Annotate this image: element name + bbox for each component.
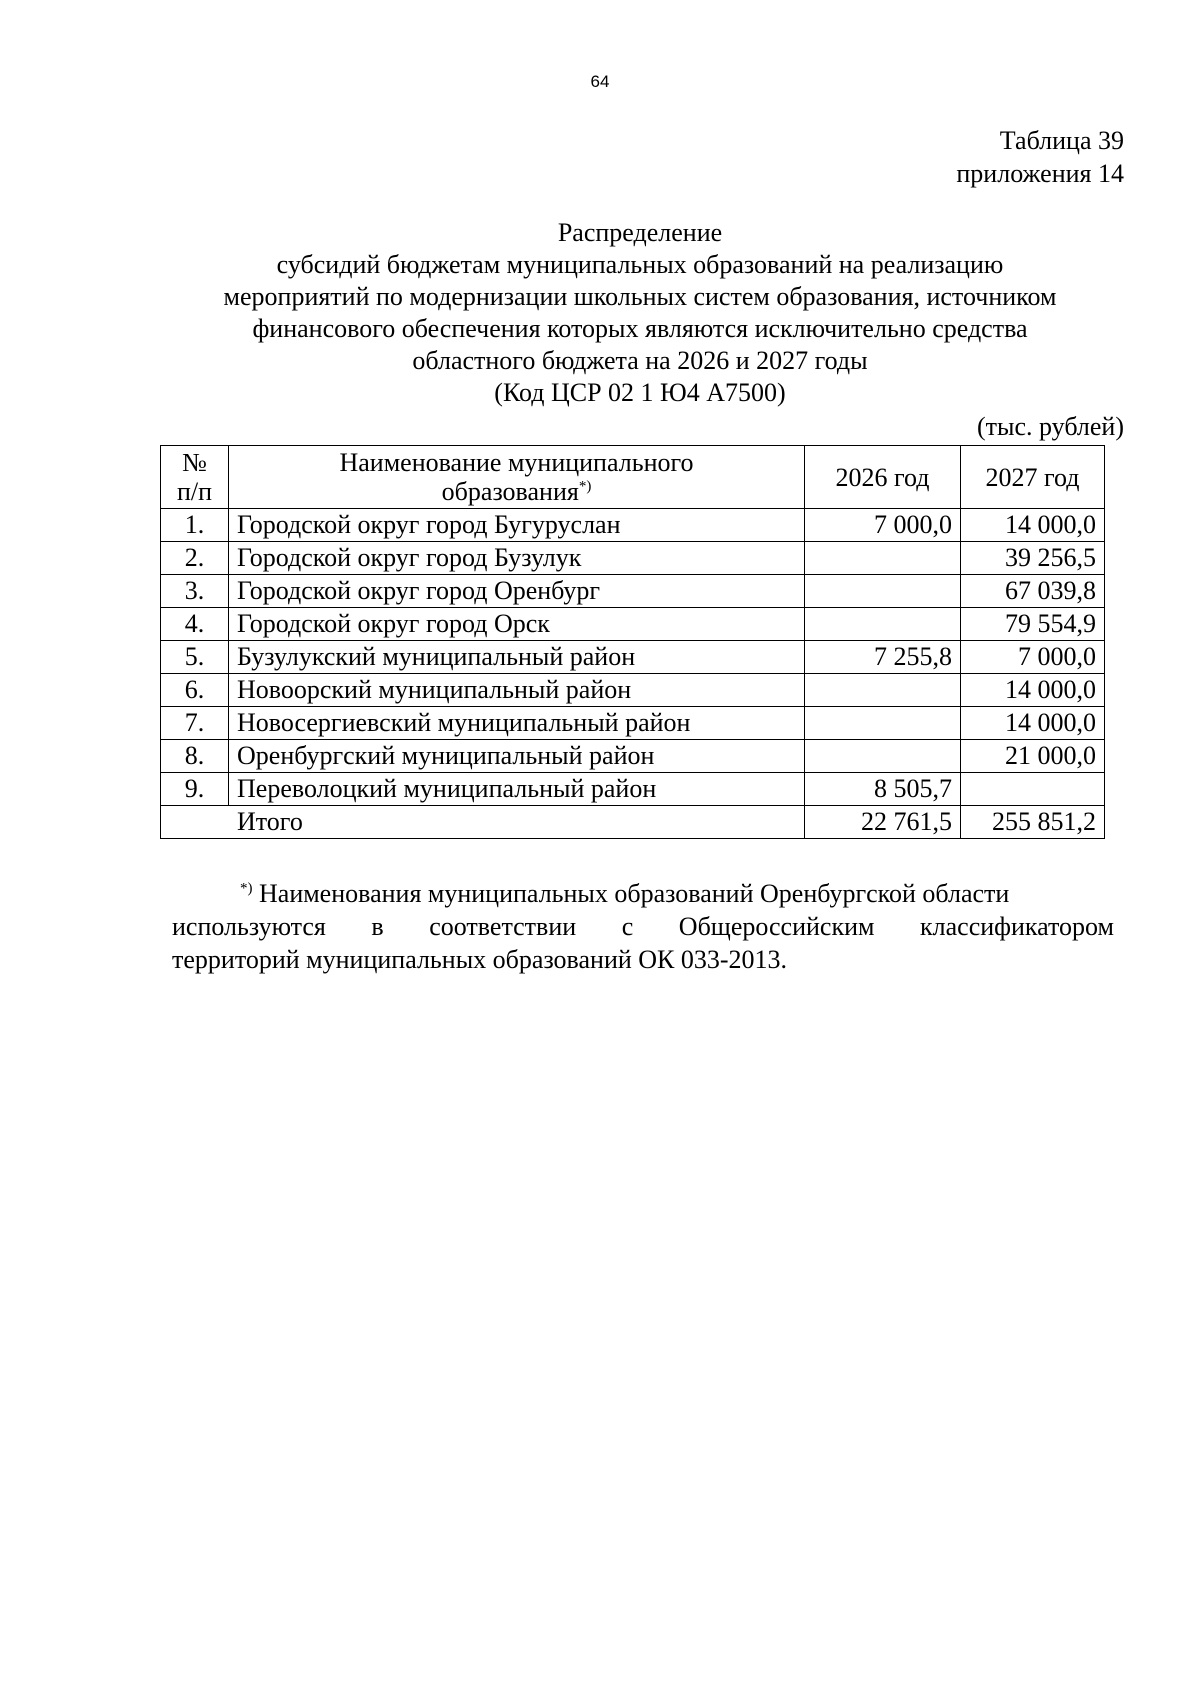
title-line4: финансового обеспечения которых являются исключительно средства	[252, 314, 1028, 343]
row-number: 5.	[161, 641, 229, 674]
row-name: Городской округ город Орск	[229, 608, 805, 641]
table-row	[161, 674, 1105, 707]
header-name-line2-wrap	[237, 477, 796, 506]
table-row	[161, 641, 1105, 674]
page-number: 64	[590, 72, 610, 91]
header-row	[161, 446, 1105, 509]
footnote	[172, 877, 1114, 976]
header-number	[161, 446, 229, 509]
row-value-2027: 7 000,0	[961, 641, 1105, 674]
row-value-2026	[805, 542, 961, 575]
row-name: Переволоцкий муниципальный район	[229, 773, 805, 806]
title-line6: (Код ЦСР 02 1 Ю4 А7500)	[494, 378, 786, 407]
row-value-2027: 21 000,0	[961, 740, 1105, 773]
row-value-2027: 14 000,0	[961, 707, 1105, 740]
row-number: 2.	[161, 542, 229, 575]
row-value-2026	[805, 674, 961, 707]
table-row	[161, 740, 1105, 773]
title-line5: областного бюджета на 2026 и 2027 годы	[412, 346, 868, 375]
header-number-line1: №	[182, 448, 207, 477]
row-value-2027: 67 039,8	[961, 575, 1105, 608]
header-name	[229, 446, 805, 509]
row-number: 3.	[161, 575, 229, 608]
row-name: Бузулукский муниципальный район	[229, 641, 805, 674]
table-body	[161, 509, 1105, 839]
table-reference-line1: Таблица 39	[999, 126, 1124, 155]
row-name: Городской округ город Бузулук	[229, 542, 805, 575]
units-label: (тыс. рублей)	[976, 412, 1124, 441]
row-value-2026	[805, 740, 961, 773]
total-value-2027: 255 851,2	[961, 806, 1105, 839]
footnote-marker: *)	[240, 880, 253, 897]
table-reference	[956, 124, 1124, 190]
row-name: Новосергиевский муниципальный район	[229, 707, 805, 740]
row-number: 6.	[161, 674, 229, 707]
table-row	[161, 773, 1105, 806]
footnote-line3: территорий муниципальных образований ОК 033-2013.	[172, 945, 788, 974]
row-number: 1.	[161, 509, 229, 542]
row-number: 9.	[161, 773, 229, 806]
table-reference-line2: приложения 14	[956, 159, 1124, 188]
table-row	[161, 509, 1105, 542]
header-year-2027: 2027 год	[961, 446, 1105, 509]
header-number-line2: п/п	[176, 477, 213, 506]
total-row	[161, 806, 1105, 839]
row-value-2027: 79 554,9	[961, 608, 1105, 641]
row-value-2026	[805, 575, 961, 608]
table-row	[161, 707, 1105, 740]
footnote-line2: используются в соответствии с Общероссийским классификатором	[172, 912, 1114, 941]
table-row	[161, 575, 1105, 608]
row-value-2026	[805, 707, 961, 740]
row-value-2027: 39 256,5	[961, 542, 1105, 575]
table-header	[161, 446, 1105, 509]
row-number: 7.	[161, 707, 229, 740]
row-value-2026: 7 000,0	[805, 509, 961, 542]
table-row	[161, 542, 1105, 575]
header-name-line1: Наименование муниципального	[339, 448, 694, 477]
table-row	[161, 608, 1105, 641]
row-name: Новоорский муниципальный район	[229, 674, 805, 707]
row-value-2026: 8 505,7	[805, 773, 961, 806]
row-number: 4.	[161, 608, 229, 641]
row-value-2027: 14 000,0	[961, 509, 1105, 542]
header-year-2026: 2026 год	[805, 446, 961, 509]
row-value-2026	[805, 608, 961, 641]
title-line2: субсидий бюджетам муниципальных образований на реализацию	[276, 250, 1004, 279]
title-line3: мероприятий по модернизации школьных систем образования, источником	[223, 282, 1057, 311]
document-title	[160, 217, 1120, 409]
row-name: Городской округ город Бугуруслан	[229, 509, 805, 542]
footnote-line1-wrap	[172, 877, 1114, 910]
row-number: 8.	[161, 740, 229, 773]
title-line1: Распределение	[557, 218, 723, 247]
total-label: Итого	[161, 806, 805, 839]
header-name-line2: образования	[441, 477, 579, 506]
row-value-2026: 7 255,8	[805, 641, 961, 674]
header-name-footnote-marker: *)	[578, 478, 592, 495]
row-value-2027: 14 000,0	[961, 674, 1105, 707]
row-name: Оренбургский муниципальный район	[229, 740, 805, 773]
row-value-2027	[961, 773, 1105, 806]
total-value-2026: 22 761,5	[805, 806, 961, 839]
row-name: Городской округ город Оренбург	[229, 575, 805, 608]
footnote-line1: Наименования муниципальных образований Оренбургской области	[259, 879, 1010, 908]
distribution-table	[160, 445, 1105, 839]
